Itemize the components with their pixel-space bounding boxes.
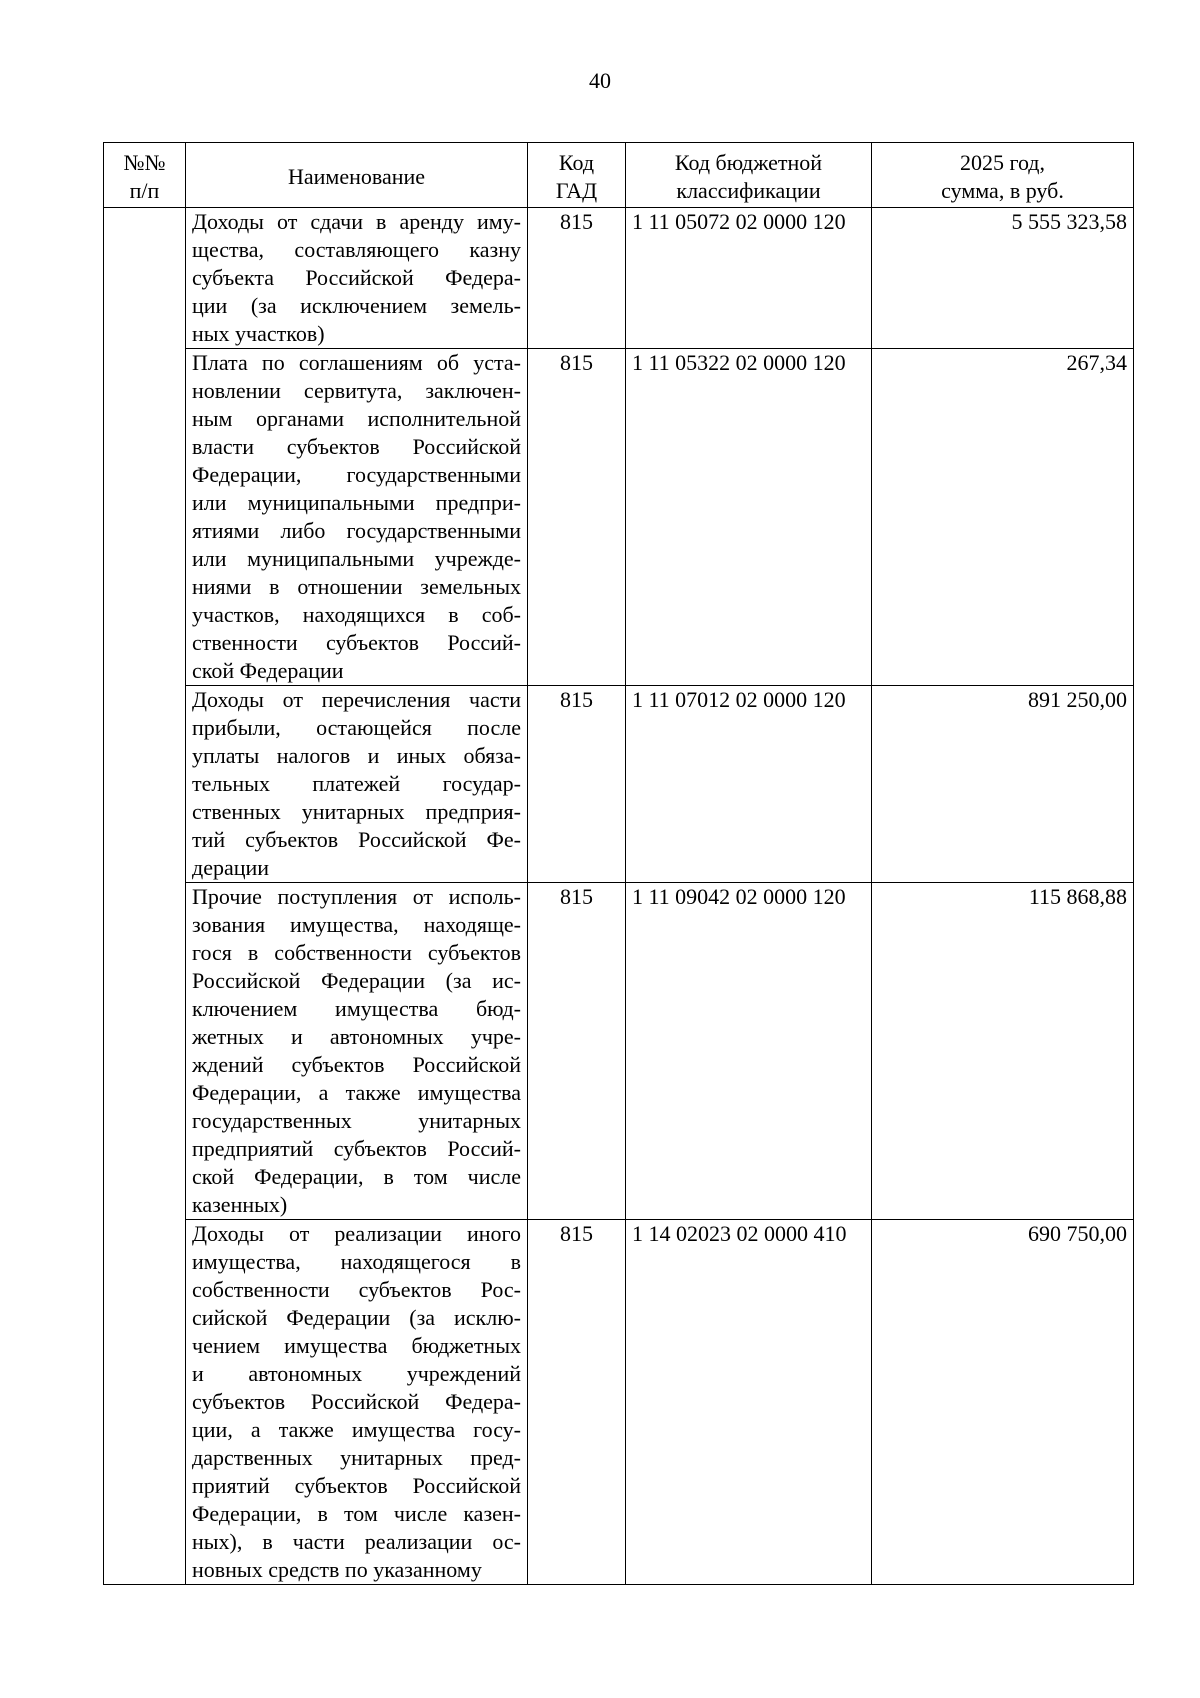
- budget-classification-code-cell: 1 11 09042 02 0000 120: [626, 883, 872, 1220]
- income-name-line: имущества, находящегося в: [192, 1249, 521, 1274]
- gad-code-cell: 815: [528, 686, 626, 883]
- income-name-line: тий субъектов Российской Фе-: [192, 827, 521, 852]
- income-name-line: Доходы от перечисления части: [192, 687, 521, 712]
- income-name-line: ции, а также имущества госу-: [192, 1417, 521, 1442]
- table-header-row: [104, 143, 1134, 208]
- header-gad: [528, 143, 626, 208]
- income-name-line: предприятий субъектов Россий-: [192, 1136, 521, 1161]
- income-name-line: субъекта Российской Федера-: [192, 265, 521, 290]
- income-name-line: субъектов Российской Федера-: [192, 1389, 521, 1414]
- income-name-line: участков, находящихся в соб-: [192, 602, 521, 627]
- income-name-line: ных участков): [192, 321, 325, 346]
- header-num-line: №№: [123, 150, 166, 175]
- income-name-line: тельных платежей государ-: [192, 771, 521, 796]
- gad-code-cell: 815: [528, 349, 626, 686]
- amount-cell: 690 750,00: [872, 1220, 1134, 1585]
- income-name-line: ным органами исполнительной: [192, 406, 521, 431]
- income-name-line: Плата по соглашениям об уста-: [192, 350, 521, 375]
- income-name-line: ции (за исключением земель-: [192, 293, 521, 318]
- income-name-line: уплаты налогов и иных обяза-: [192, 743, 521, 768]
- header-sum-line: 2025 год,: [959, 150, 1046, 175]
- income-name-line: зования имущества, находяще-: [192, 912, 521, 937]
- income-name-line: новных средств по указанному: [192, 1557, 482, 1582]
- header-gad-line: ГАД: [555, 178, 598, 203]
- income-name-line: чением имущества бюджетных: [192, 1333, 521, 1358]
- header-kbk-line: классификации: [676, 178, 821, 203]
- income-name-line: Российской Федерации (за ис-: [192, 968, 521, 993]
- income-name-line: гося в собственности субъектов: [192, 940, 521, 965]
- income-name-line: власти субъектов Российской: [192, 434, 521, 459]
- income-name-line: щества, составляющего казну: [192, 237, 521, 262]
- header-num: [104, 143, 186, 208]
- header-name-line: Наименование: [287, 164, 426, 189]
- income-name-line: Федерации, в том числе казен-: [192, 1501, 521, 1526]
- income-name-line: ных), в части реализации ос-: [192, 1529, 521, 1554]
- income-name-line: собственности субъектов Рос-: [192, 1277, 521, 1302]
- header-gad-line: Код: [558, 150, 595, 175]
- income-name-cell: [186, 686, 528, 883]
- amount-cell: 115 868,88: [872, 883, 1134, 1220]
- budget-classification-code-cell: 1 11 07012 02 0000 120: [626, 686, 872, 883]
- income-name-line: или муниципальными учрежде-: [192, 546, 521, 571]
- table-row: [104, 686, 1134, 883]
- income-name-line: ской Федерации, в том числе: [192, 1164, 521, 1189]
- budget-classification-code-cell: 1 11 05072 02 0000 120: [626, 208, 872, 349]
- income-name-line: Доходы от реализации иного: [192, 1221, 521, 1246]
- income-name-line: ственности субъектов Россий-: [192, 630, 521, 655]
- page-number: 40: [589, 68, 611, 93]
- row-number-cell: [104, 208, 186, 1585]
- income-name-line: Федерации, а также имущества: [192, 1080, 521, 1105]
- income-name-cell: [186, 208, 528, 349]
- header-name: [186, 143, 528, 208]
- income-name-line: казенных): [192, 1192, 288, 1217]
- table-row: [104, 883, 1134, 1220]
- header-kbk-line: Код бюджетной: [674, 150, 823, 175]
- table-body: [104, 208, 1134, 1585]
- income-name-cell: [186, 349, 528, 686]
- income-name-line: жетных и автономных учре-: [192, 1024, 521, 1049]
- income-name-line: прибыли, остающейся после: [192, 715, 521, 740]
- table-row: [104, 208, 1134, 349]
- table-row: [104, 349, 1134, 686]
- header-sum: [872, 143, 1134, 208]
- gad-code-cell: 815: [528, 208, 626, 349]
- header-sum-line: сумма, в руб.: [941, 178, 1064, 203]
- income-name-line: дарственных унитарных пред-: [192, 1445, 521, 1470]
- income-name-line: ятиями либо государственными: [192, 518, 521, 543]
- income-name-line: приятий субъектов Российской: [192, 1473, 521, 1498]
- amount-cell: 267,34: [872, 349, 1134, 686]
- income-name-line: ниями в отношении земельных: [192, 574, 521, 599]
- table-row: [104, 1220, 1134, 1585]
- income-name-line: ждений субъектов Российской: [192, 1052, 521, 1077]
- income-name-cell: [186, 883, 528, 1220]
- income-name-line: дерации: [192, 855, 270, 880]
- income-name-line: ственных унитарных предприя-: [192, 799, 521, 824]
- amount-cell: 891 250,00: [872, 686, 1134, 883]
- income-name-line: ключением имущества бюд-: [192, 996, 521, 1021]
- budget-classification-code-cell: 1 11 05322 02 0000 120: [626, 349, 872, 686]
- income-name-cell: [186, 1220, 528, 1585]
- income-name-line: Федерации, государственными: [192, 462, 521, 487]
- header-num-line: п/п: [129, 178, 160, 203]
- gad-code-cell: 815: [528, 1220, 626, 1585]
- budget-classification-code-cell: 1 14 02023 02 0000 410: [626, 1220, 872, 1585]
- income-name-line: государственных унитарных: [192, 1108, 521, 1133]
- budget-revenue-table: [103, 142, 1134, 1585]
- income-name-line: ской Федерации: [192, 658, 344, 683]
- income-name-line: и автономных учреждений: [192, 1361, 521, 1386]
- amount-cell: 5 555 323,58: [872, 208, 1134, 349]
- income-name-line: или муниципальными предпри-: [192, 490, 521, 515]
- income-name-line: сийской Федерации (за исклю-: [192, 1305, 521, 1330]
- income-name-line: новлении сервитута, заключен-: [192, 378, 521, 403]
- income-name-line: Доходы от сдачи в аренду иму-: [192, 209, 521, 234]
- income-name-line: Прочие поступления от исполь-: [192, 884, 521, 909]
- gad-code-cell: 815: [528, 883, 626, 1220]
- header-kbk: [626, 143, 872, 208]
